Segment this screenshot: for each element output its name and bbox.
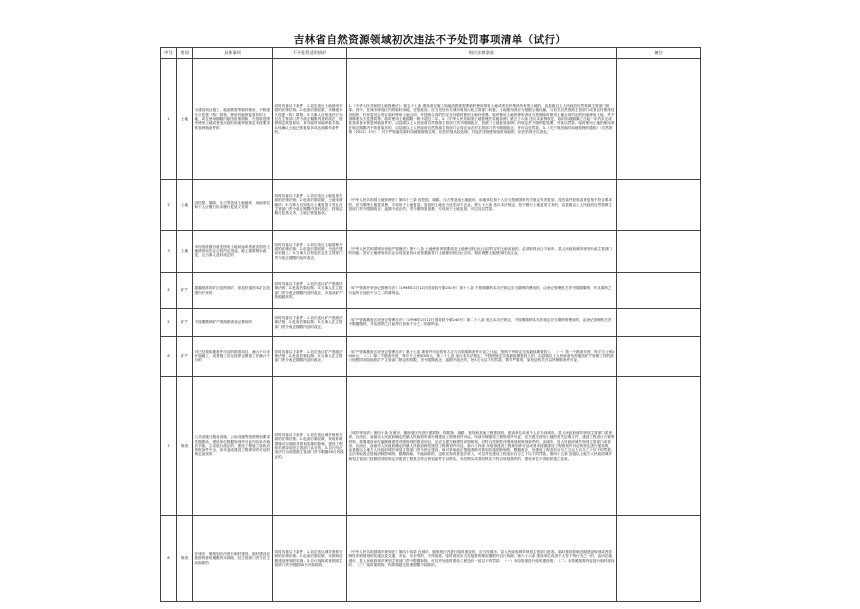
cell-conditions: 同时具备以下条件：1.初次违反城乡规划方面的法律法规；2.危害后果轻微，未影响近期建设规划的实施；3.自行拆除或者按照主管部门责令限期30日内拆除的。 [273, 516, 347, 602]
cell-item: 对已经领取勘查许可证的勘查项目，满六个月未开始施工，或者施工后无故停止勘查工作满六个月的 [193, 336, 273, 376]
cell-note [617, 376, 701, 515]
cell-type: 规划 [177, 376, 193, 515]
cell-type: 土地 [177, 59, 193, 180]
cell-law: 《中华人民共和国城乡规划法》第四十四条 在城市、镇规划区内进行临时建设的，应当经城市、县人民政府城乡规划主管部门批准。临时建设影响近期建设规划或者控制性详细规划的实施以及交通、市容、安全等的，不得批准。临时建设应当在批准的使用期限内自行拆除。第六十六条 建设单位或者个人有下列行为之一的，由所在地城市、县人民政府城乡规划主管部门责令限期拆除，可以并处临时建设工程造价一倍以下的罚款：（一）未经批准进行临时建设的；（二）未按照批准内容进行临时建设的；（三）临时建筑物、构筑物超过批准期限不拆除的。 [347, 516, 617, 602]
cell-note [617, 272, 701, 308]
cell-note [617, 180, 701, 230]
cell-item: 公共设施与服务设施、公用设施等按照规划要求先期建设，建设单位根据规划许可证内容补办相应手续，主动进行改正的；建设工程竣工验收后申报条件不全，但未造成建设工程规划许可证的规定延误的 [193, 376, 273, 515]
table-row [161, 230, 701, 272]
cell-law: 《矿产资源勘查区块登记管理办法》（1998年2月12日国务院令第240号）第二十八条 违反本办法规定，不按期缴纳本办法规定应当缴纳的费用的，由登记管理机关责令限期缴纳，并从滞纳之日起每日加收千分之二的滞纳金。 [347, 309, 617, 336]
cell-law: 《中华人民共和国城市房地产管理法》第十八条 土地使用者需要改变土地使用权出让合同约定的土地用途的，必须取得出让方和市、县人民政府城市规划行政主管部门的同意，签订土地使用权出让合同变更协议或者重新签订土地使用权出让合同，相应调整土地使用权出让金。 [347, 230, 617, 272]
cell-note [617, 336, 701, 376]
cell-note [617, 309, 701, 336]
cell-conditions: 同时具备以下条件：1.初次违反矿产资源法律法规；2.危害后果轻微；3.当事人在主管部门责令改正期限内及时改正，未造成矿产资源破坏的。 [273, 272, 347, 308]
violation-list-table [160, 47, 701, 602]
cell-note [617, 59, 701, 180]
cell-index: 2 [161, 180, 177, 230]
table-row [161, 59, 701, 180]
cell-conditions: 同时具备以下条件：1.初次违反土地管理方面的法律法规；2.危害后果轻微，为违法建设未施工；3.当事人自知违法且在主管部门责令改正期限内及时改正。 [273, 230, 347, 272]
cell-item: 超越批准的矿区范围采矿，但及时退回本矿区范围内开采的 [193, 272, 273, 308]
cell-type: 矿产 [177, 309, 193, 336]
header-index: 序号 [161, 48, 177, 59]
header-item: 具体事项 [193, 48, 273, 59]
cell-note [617, 230, 701, 272]
cell-law: 《中华人民共和国土地管理法》第四十三条 因挖损、塌陷、压占等造成土地破坏，用地单位和个人应当按照国家有关规定负责复垦；没有条件复垦或者复垦不符合要求的，应当缴纳土地复垦费，专项用于土地复垦。复垦的土地应当优先用于农业。第七十六条 违反本法规定，拒不履行土地复垦义务的，由县级以上人民政府自然资源主管部门责令限期改正；逾期不改正的，责令缴纳复垦费，专项用于土地复垦，可以处以罚款。 [347, 180, 617, 230]
cell-conditions: 同时具备以下条件：1.初次违反矿产资源法律法规；2.危害后果轻微；3.当事人在主管部门责令改正期限内及时改正。 [273, 336, 347, 376]
cell-index: 3 [161, 230, 177, 272]
cell-conditions: 同时具备以下条件：1.初次违反矿产资源法律法规；2.危害后果轻微；3.当事人在主管部门责令改正期限内及时改正。 [273, 309, 347, 336]
cell-item: 未经批准擅自改变国有土地用途或者改变国有土地使用权出让合同约定用途，地上建筑物未改变，且当事人及时改正的 [193, 230, 273, 272]
cell-index: 8 [161, 516, 177, 602]
cell-index: 7 [161, 376, 177, 515]
cell-type: 矿产 [177, 336, 193, 376]
header-law: 相应法律条款 [347, 48, 617, 59]
table-row [161, 516, 701, 602]
cell-type: 矿产 [177, 272, 193, 308]
table-header-row [161, 48, 701, 59]
cell-index: 5 [161, 309, 177, 336]
cell-law: 《矿产资源开采登记管理办法》（1998年2月12日国务院令第241号）第十八条 不按期缴纳本办法规定应当缴纳的费用的，由登记管理机关责令限期缴纳，并从滞纳之日起每日加收千分之二的滞纳金。 [347, 272, 617, 308]
cell-item: 不按期缴纳矿产资源勘查登记费用的 [193, 309, 273, 336]
document-title: 吉林省自然资源领域初次违法不予处罚事项清单（试行） [293, 34, 567, 46]
header-note: 备注 [617, 48, 701, 59]
table-row [161, 272, 701, 308]
cell-law: 1.《中华人民共和国土地管理法》 第五十七条 建设项目施工和地质勘查需要临时使用国有土地或者农民集体所有的土地的，由县级以上人民政府自然资源主管部门批准。其中，在城市规划区内的临时用地，在报批前，应当先经有关城市规划行政主管部门同意。土地使用者应当根据土地权属，与有关自然资源主管部门或者农村集体经济组织、村民委员会签订临时使用土地合同，并按照合同的约定支付临时使用土地补偿费。临时使用土地的使用者应当按照临时使用土地合同约定的用途使用土地，并不得修建永久性建筑物。临时使用土地期限一般不超过二年。2.《中华人民共和国土地管理法实施条例》第五十六条 违反本条例规定，临时用地期满之日起一年内未完成复垦或者未恢复种植条件的，由县级以上人民政府自然资源主管部门责令限期改正，依照《土地复垦条例》的规定责令缴纳复垦费，并处以罚款；临时使用土地的使用者在规定期限内不恢复原状的，由县级以上人民政府自然资源主管部门会同农业农村主管部门责令限期改正，并可以处罚款。3.《关于规范临时用地管理的通知》（自然资规〔2021〕2号）：对于严格落实临时用地管理规定的，依法依规从轻处理；对违法违规使用临时用地的，依法依规予以查处。 [347, 59, 617, 180]
table-row [161, 180, 701, 230]
cell-law: 《城乡规划法》第四十条 在城市、镇规划区内进行建筑物、构筑物、道路、管线和其他工程建设的，建设单位或者个人应当向城市、县人民政府城乡规划主管部门或者省、自治区、直辖市人民政府确定的镇人民政府申请办理建设工程规划许可证。申请办理建设工程规划许可证，应当提交使用土地的有关证明文件、建设工程设计方案等材料。需要建设单位编制修建性详细规划的建设项目，还应当提交修建性详细规划。对符合控制性详细规划和规划条件的，由城市、县人民政府城乡规划主管部门或者省、自治区、直辖市人民政府确定的镇人民政府核发建设工程规划许可证。第六十四条 未取得建设工程规划许可证或者未按照建设工程规划许可证的规定进行建设的，由县级以上地方人民政府城乡规划主管部门责令停止建设；尚可采取改正措施消除对规划实施的影响的，限期改正，处建设工程造价百分之五以上百分之十以下的罚款；无法采取改正措施消除影响的，限期拆除，不能拆除的，没收实物或者违法收入，可以并处建设工程造价百分之十以下的罚款。第四十五条 县级以上地方人民政府城乡规划主管部门按照国务院规定对建设工程是否符合规划条件予以核实。未经核实或者经核实不符合规划条件的，建设单位不得组织竣工验收。 [347, 376, 617, 515]
table-row [161, 309, 701, 336]
cell-index: 6 [161, 336, 177, 376]
cell-type: 土地 [177, 180, 193, 230]
cell-conditions: 同时具备以下条件：1.初次违反城乡规划方面的法律法规；2.危害后果轻微，采取补救措施可以消除对规划实施的影响，建设工程尚未建设或经主管部门认可的；3.自行纠正违法行为或按照主管部门责令限期30日内改正的。 [273, 376, 347, 515]
cell-conditions: 同时具备以下条件：1.初次违反土地复垦方面的法律法规；2.危害后果轻微，土地未被破坏；3.当事人自知违反土地复垦义务且在主管部门责令改正期限内及时改正，按规定履行复垦义务，土地已恢复原状。 [273, 180, 347, 230]
header-conditions: 不予处罚适用情形 [273, 48, 347, 59]
cell-type: 土地 [177, 230, 193, 272]
cell-conditions: 同时具备以下条件：1.初次违反土地使用方面的法律法规；2.危害后果轻微，未修建永久性建（构）筑物；3.当事人自知违法行为且在主管部门责令改正期限内及时改正，按照规定恢复原状、补办临时用地审批手续；4.经确认土地已恢复原状或达到耕作条件的。 [273, 59, 347, 180]
cell-item: 因挖损、塌陷、压占等造成土地破坏，用地单位和个人应履行但未履行复垦义务的 [193, 180, 273, 230]
table-row [161, 376, 701, 515]
cell-type: 规划 [177, 516, 193, 602]
cell-note [617, 516, 701, 602]
cell-item: 在城市、镇规划区内进行临时建设，临时建设在批准的使用期限内未拆除，经主管部门责令后主动拆除的 [193, 516, 273, 602]
table-row [161, 336, 701, 376]
cell-index: 4 [161, 272, 177, 308]
cell-item: 为建设项目施工、地质勘查等临时使用、不修建永久性建（构）筑物，使用后能恢复原状的土地，或在使用期限内超出批准面积、在批准范围外使用土地或者违反临时用地审批规定未按要求恢复种植条件的 [193, 59, 273, 180]
cell-index: 1 [161, 59, 177, 180]
cell-law: 《矿产资源勘查区块登记管理办法》第十七条 勘查许可证持有人应当自领取勘查许可证之日起，按照下列规定完成最低勘查投入：（一）第一个勘查年度，每平方公里2000元；（二）第二个勘查年度，每平方公里5000元。第二十七条 违反本办法规定，不按照规定完成最低勘查投入的，由县级以上人民政府负责地质矿产管理工作的部门按照国务院地质矿产主管部门规定的权限，责令限期改正；逾期不改正的，处5万元以下的罚款；情节严重的，原发证机关可以吊销勘查许可证。 [347, 336, 617, 376]
header-type: 类别 [177, 48, 193, 59]
